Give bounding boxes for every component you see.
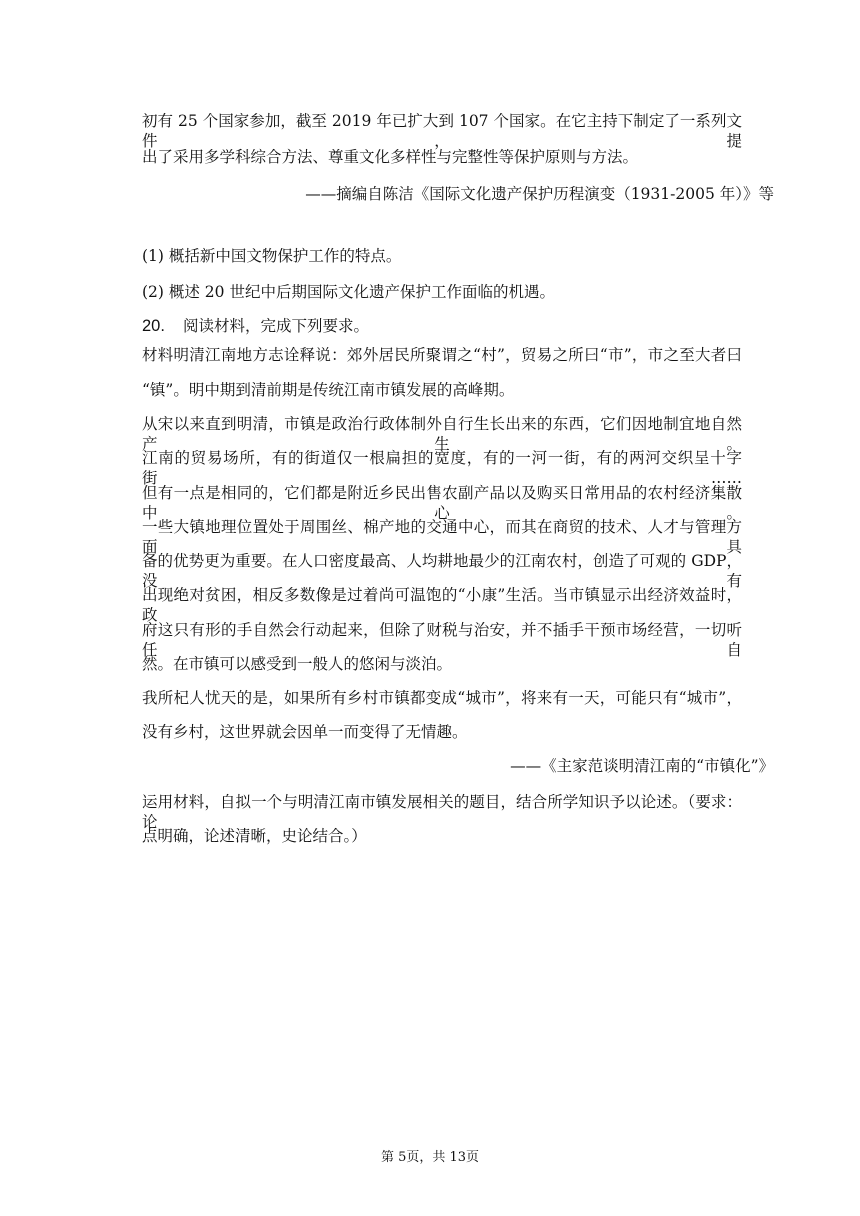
material-line: 然。在市镇可以感受到一般人的悠闲与淡泊。: [142, 655, 453, 673]
page-footer: 第 5页，共 13页: [380, 1150, 480, 1165]
material-line: 备的优势更为重要。在人口密度最高、人均耕地最少的江南农村，创造了可观的 GDP，没有: [142, 552, 742, 590]
material-line: 没有乡村，这世界就会因单一而变得了无情趣。: [142, 723, 468, 741]
material-line: 从宋以来直到明清，市镇是政治行政体制外自行生长出来的东西，它们因地制宜地自然产生。: [142, 415, 742, 453]
material-line: 府这只有形的手自然会行动起来，但除了财税与治安，并不插手干预市场经营，一切听任自: [142, 621, 742, 659]
material-line: 我所杞人忧天的是，如果所有乡村市镇都变成“城市”，将来有一天，可能只有“城市”，: [142, 689, 742, 707]
material-source: ——《主家范谈明清江南的“市镇化”》: [510, 757, 774, 775]
question-prompt: 阅读材料，完成下列要求。: [182, 317, 369, 335]
material-line: 出现绝对贫困，相反多数像是过着尚可温饱的“小康”生活。当市镇显示出经济效益时，政: [142, 586, 742, 624]
question-header: [142, 316, 369, 336]
task-line: 点明确，论述清晰，史论结合。）: [142, 827, 367, 845]
material-line: “镇”。明中期到清前期是传统江南市镇发展的高峰期。: [142, 381, 515, 399]
question-number: 20.: [142, 317, 165, 335]
material-line: 但有一点是相同的，它们都是附近乡民出售农副产品以及购买日常用品的农村经济集散中心。: [142, 484, 742, 522]
material-line: 江南的贸易场所，有的街道仅一根扁担的宽度，有的一河一街，有的两河交织呈十字街……: [142, 449, 742, 487]
material-line: 初有 25 个国家参加，截至 2019 年已扩大到 107 个国家。在它主持下制定了一系列文件，提: [142, 112, 742, 150]
material-line: 材料明清江南地方志诠释说：郊外居民所聚谓之“村”，贸易之所曰“市”，市之至大者曰: [142, 346, 742, 364]
material-source: ——摘编自陈洁《国际文化遗产保护历程演变（1931-2005 年）》等: [305, 185, 774, 203]
sub-question-2: (2) 概述 20 世纪中后期国际文化遗产保护工作面临的机遇。: [142, 283, 555, 301]
material-line: 一些大镇地理位置处于周围丝、棉产地的交通中心，而其在商贸的技术、人才与管理方面具: [142, 518, 742, 556]
sub-question-1: (1) 概括新中国文物保护工作的特点。: [142, 247, 402, 265]
task-line: 运用材料，自拟一个与明清江南市镇发展相关的题目，结合所学知识予以论述。（要求：论: [142, 793, 742, 831]
material-line: 出了采用多学科综合方法、尊重文化多样性与完整性等保护原则与方法。: [142, 148, 639, 166]
